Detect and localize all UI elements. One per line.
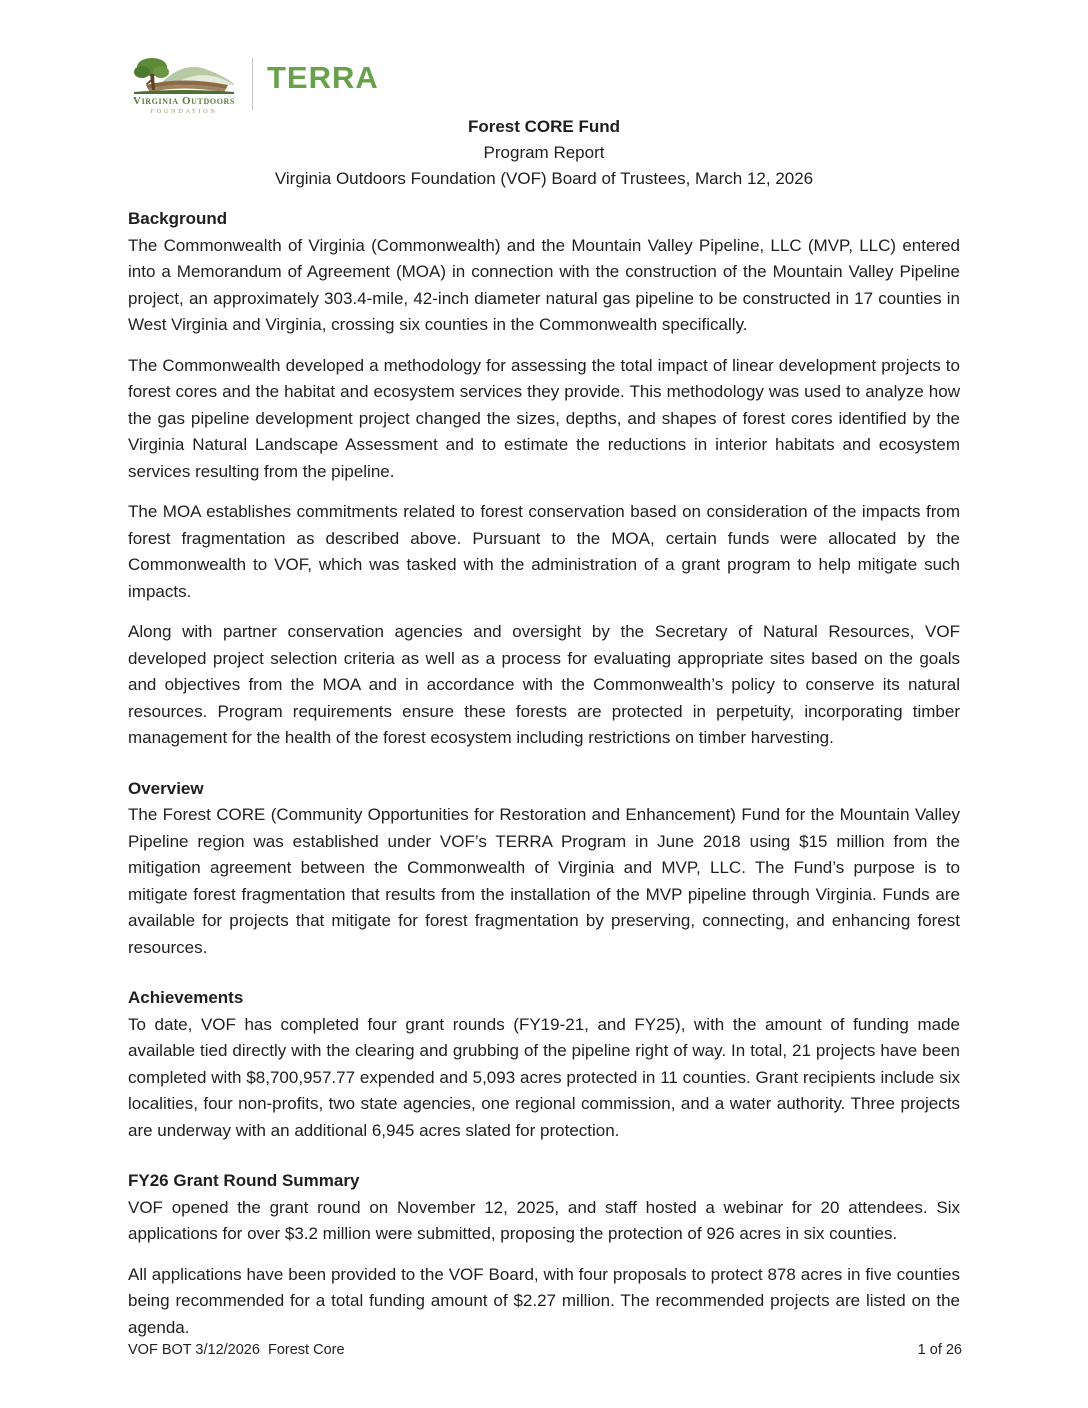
vof-logo (130, 54, 238, 115)
paragraph: VOF opened the grant round on November 12, 2025, and staff hosted a webinar for 20 attendees. Six applications for over $3.2 million were submitted, proposing the protection of 926 acres in six counties. (128, 1197, 960, 1243)
footer-page-number: 1 of 26 (917, 1342, 962, 1358)
section-heading-fy26-grant-round-summary: FY26 Grant Round Summary (128, 1171, 360, 1190)
section-heading-background: Background (128, 209, 228, 228)
section-heading-overview: Overview (128, 778, 204, 798)
logo-divider (252, 58, 253, 110)
document-subtitle-board: Virginia Outdoors Foundation (VOF) Board of Trustees, March 12, 2026 (274, 169, 814, 188)
page-footer (128, 1342, 962, 1358)
footer-document-id: VOF BOT 3/12/2026 Forest Core (128, 1342, 345, 1358)
paragraph: To date, VOF has completed four grant rounds (FY19-21, and FY25), with the amount of funding made available tied directly with the clearing and grubbing of the pipeline right of way. In total, 21 projects have been completed with $8,700,957.77 expended and 5,093 acres protected in 11 counties. Grant recipients include six localities, four non-profits, two state agencies, one regional commission, and a water authority. Three projects are underway with an additional 6,945 acres slated for protection. (128, 1014, 960, 1140)
document-body (0, 192, 1088, 1341)
vof-landscape-icon (132, 54, 236, 94)
terra-wordmark: TERRA (267, 59, 379, 95)
title-block (0, 112, 1088, 192)
vof-logo-name: Virginia Outdoors (133, 94, 235, 107)
paragraph: Along with partner conservation agencies and oversight by the Secretary of Natural Resources, VOF developed project selection criteria as well as a process for evaluating appropriate sites based on the goals and objectives from the MOA and in accordance with the Commonwealth’s policy to conserve its natural resources. Program requirements ensure these forests are protected in perpetuity, incorporating timber management for the health of the forest ecosystem including restrictions on timber harvesting. (128, 622, 960, 747)
paragraph: The Forest CORE (Community Opportunities for Restoration and Enhancement) Fund for the Mountain Valley Pipeline region was established under VOF’s TERRA Program in June 2018 using $15 million from the mitigation agreement between the Commonwealth of Virginia and MVP, LLC. The Fund’s purpose is to mitigate forest fragmentation that results from the installation of the MVP pipeline through Virginia. Funds are available for projects that mitigate for forest fragmentation by preserving, connecting, and enhancing forest resources. (128, 805, 960, 957)
section-heading-achievements: Achievements (128, 988, 244, 1007)
document-title: Forest CORE Fund (467, 117, 621, 136)
paragraph: All applications have been provided to the VOF Board, with four proposals to protect 878 acres in five counties being recommended for a total funding amount of $2.27 million. The recommended projects are listed on the agenda. (128, 1264, 960, 1337)
paragraph: The Commonwealth of Virginia (Commonwealth) and the Mountain Valley Pipeline, LLC (MVP, LLC) entered into a Memorandum of Agreement (MOA) in connection with the construction of the Mountain Valley Pipeline project, an approximately 303.4-mile, 42-inch diameter natural gas pipeline to be constructed in 17 counties in West Virginia and Virginia, crossing six counties in the Commonwealth specifically. (128, 235, 960, 334)
document-subtitle-report: Program Report (483, 143, 605, 162)
vof-logo-subname: FOUNDATION (150, 107, 218, 115)
paragraph: The MOA establishes commitments related to forest conservation based on consideration of the impacts from forest fragmentation as described above. Pursuant to the MOA, certain funds were allocated by the Commonwealth to VOF, which was tasked with the administration of a grant program to help mitigate such impacts. (128, 502, 960, 601)
paragraph: The Commonwealth developed a methodology for assessing the total impact of linear development projects to forest cores and the habitat and ecosystem services they provide. This methodology was used to analyze how the gas pipeline development project changed the sizes, depths, and shapes of forest cores identified by the Virginia Natural Landscape Assessment and to estimate the reductions in interior habitats and ecosystem services resulting from the pipeline. (128, 355, 960, 481)
logo-header (0, 0, 1088, 115)
